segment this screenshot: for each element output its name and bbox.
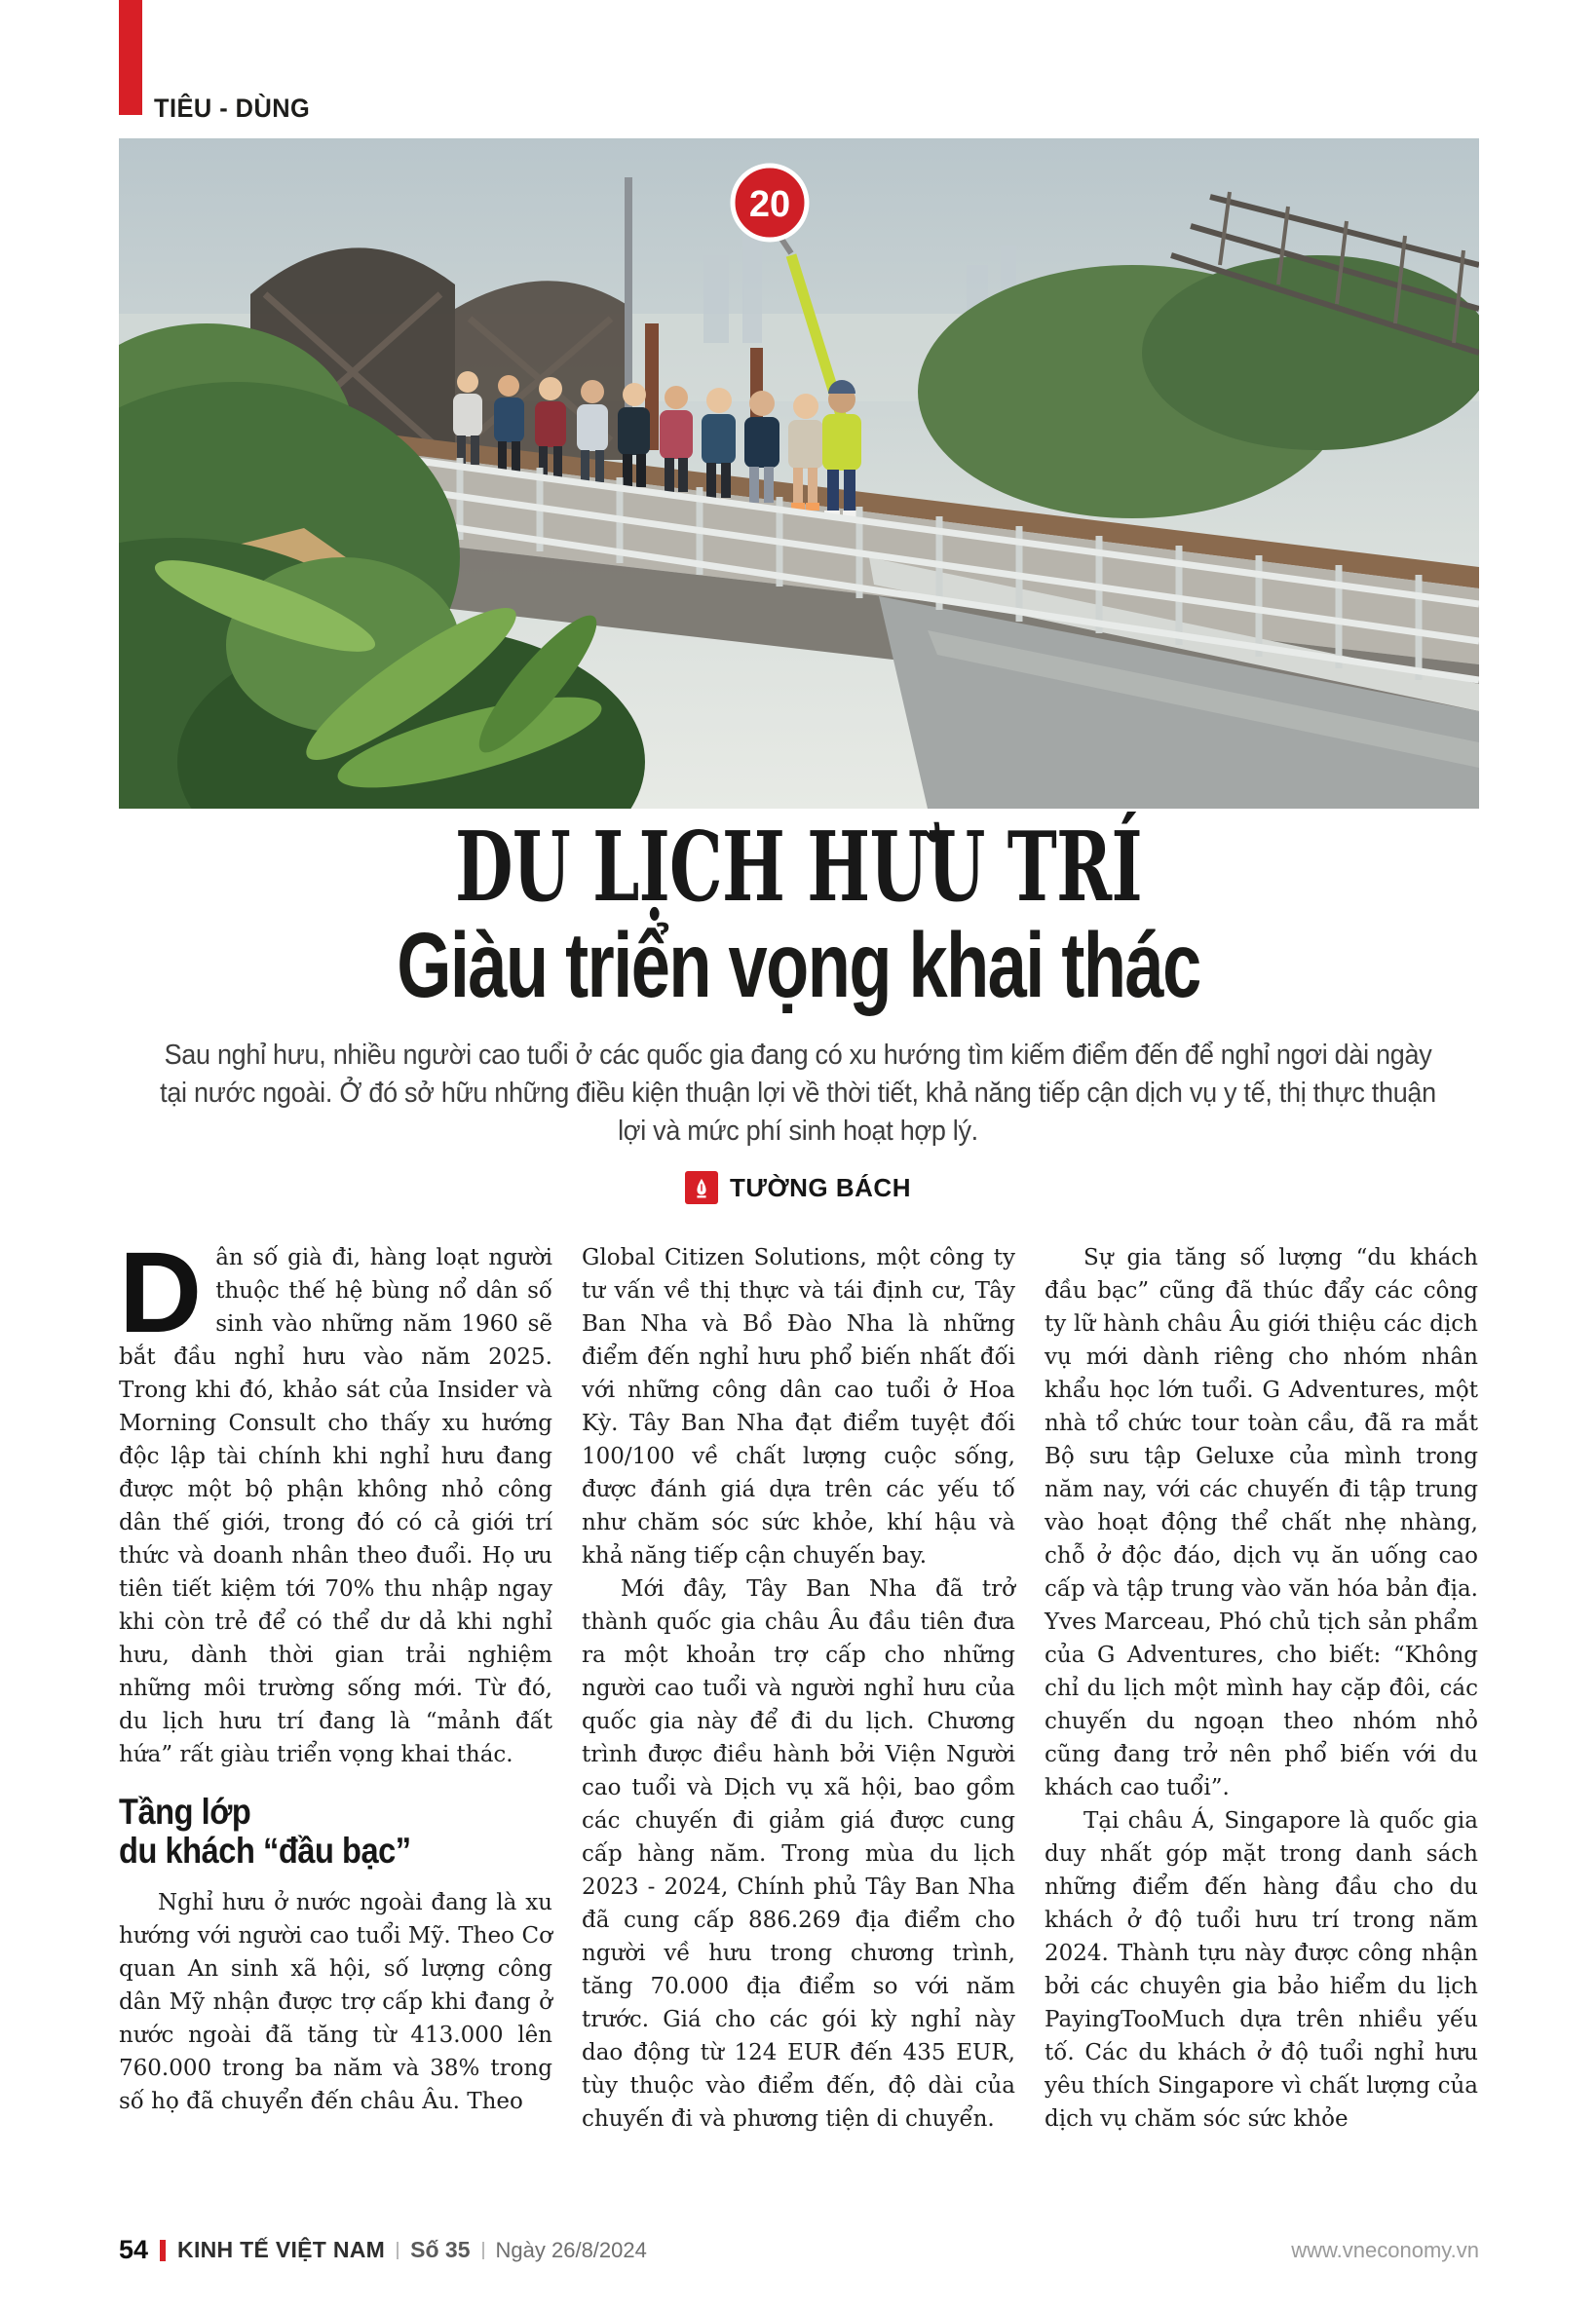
article-lede-text: Sau nghỉ hưu, nhiều người cao tuổi ở các quốc gia đang có xu hướng tìm kiếm điểm đến để nghỉ ngơi dài ngày tại nước ngoài. Ở đó sở hữu những điều kiện thuận lợi về thời tiết, khả năng tiếp cận dịch vụ y tế, thị thực thuận lợi và mức phí sinh hoạt hợp lý. <box>160 1040 1436 1147</box>
magazine-name: KINH TẾ VIỆT NAM <box>177 2237 386 2262</box>
article-subtitle <box>0 914 1596 1017</box>
paragraph-5: Sự gia tăng số lượng “du khách đầu bạc” cũng đã thúc đẩy các công ty lữ hành châu Âu giới thiệu các dịch vụ mới dành riêng cho nhóm nhân khẩu học lớn tuổi. G Adventures, một nhà tổ chức tour toàn cầu, đã ra mắt Bộ sưu tập Geluxe của mình trong năm nay, với các chuyến đi tập trung vào hoạt động thể chất nhẹ nhàng, chỗ ở độc đáo, dịch vụ ăn uống cao cấp và tập trung vào văn hóa bản địa. Yves Marceau, Phó chủ tịch sản phẩm của G Adventures, cho biết: “Không chỉ du lịch một mình hay cặp đôi, các chuyến du ngoạn theo nhóm nhỏ cũng đang trở nên phổ biến với du khách cao tuổi”. <box>1045 1245 1478 1800</box>
footer-separator-2 <box>482 2242 484 2259</box>
section-label: TIÊU - DÙNG <box>154 94 311 123</box>
bridge-photo-illustration <box>119 138 1479 809</box>
subhead-line-1: Tầng lớp <box>119 1792 251 1832</box>
byline-name: TƯỜNG BÁCH <box>730 1172 911 1202</box>
column-2 <box>582 1241 1015 2136</box>
byline <box>0 1171 1596 1204</box>
page-number: 54 <box>119 2235 149 2264</box>
paragraph-4: Mới đây, Tây Ban Nha đã trở thành quốc gia châu Âu đầu tiên đưa ra một khoản trợ cấp cho những người cao tuổi và người nghỉ hưu của quốc gia này để đi du lịch. Chương trình được điều hành bởi Viện Người cao tuổi và Dịch vụ xã hội, bao gồm các chuyến đi giảm giá được cung cấp hàng năm. Trong mùa du lịch 2023 - 2024, Chính phủ Tây Ban Nha đã cung cấp 886.269 địa điểm cho người về hưu trong chương trình, tăng 70.000 địa điểm so với năm trước. Giá cho các gói kỳ nghỉ này dao động từ 124 EUR đến 435 EUR, tùy thuộc vào điểm đến, độ dài của chuyến đi và phương tiện di chuyển. <box>582 1576 1015 2132</box>
pen-nib-icon <box>685 1171 718 1204</box>
article-photo <box>119 138 1479 809</box>
issue-date: Ngày 26/8/2024 <box>495 2237 647 2262</box>
subhead-line-2: du khách “đầu bạc” <box>119 1831 411 1871</box>
paragraph-1 <box>119 1229 552 1771</box>
article-subtitle-text: Giàu triển vọng khai thác <box>396 914 1200 1017</box>
column-1 <box>119 1229 552 2136</box>
article-title-text: DU LỊCH HƯU TRÍ <box>454 812 1142 924</box>
drop-cap: D <box>119 1229 203 1357</box>
footer-right <box>1291 2238 1479 2263</box>
right-trees-2 <box>1142 255 1479 450</box>
paragraph-3: Global Citizen Solutions, một công ty tư vấn về thị thực và tái định cư, Tây Ban Nha và Bồ Đào Nha là những điểm đến nghỉ hưu phổ biến nhất đối với những công dân cao tuổi ở Hoa Kỳ. Tây Ban Nha đạt điểm tuyệt đối 100/100 về chất lượng cuộc sống, được đánh giá dựa trên các yếu tố như chăm sóc sức khỏe, khí hậu và khả năng tiếp cận chuyến bay. <box>582 1245 1015 1569</box>
column-3 <box>1045 1241 1478 2136</box>
section-subhead <box>119 1793 552 1871</box>
article-lede <box>0 1037 1596 1151</box>
paragraph-2: Nghỉ hưu ở nước ngoài đang là xu hướng với người cao tuổi Mỹ. Theo Cơ quan An sinh xã hội, số lượng công dân Mỹ nhận được trợ cấp khi đang ở nước ngoài đã tăng từ 413.000 lên 760.000 trong ba năm và 38% trong số họ đã chuyển đến châu Âu. Theo <box>119 1890 552 2114</box>
footer-separator <box>397 2242 399 2259</box>
footer-left <box>119 2235 647 2265</box>
issue-number: Số 35 <box>410 2237 471 2262</box>
paragraph-6: Tại châu Á, Singapore là quốc gia duy nhất góp mặt trong danh sách những điểm đến hàng đầu cho du khách ở độ tuổi hưu trí trong năm 2024. Thành tựu này được công nhận bởi các chuyên gia bảo hiểm du lịch PayingTooMuch dựa trên nhiều yếu tố. Các du khách ở độ tuổi nghỉ hưu yêu thích Singapore vì chất lượng của dịch vụ chăm sóc sức khỏe <box>1045 1808 1478 2132</box>
article-body <box>119 1229 1479 2136</box>
article-title <box>0 812 1596 924</box>
footer-red-separator <box>160 2240 166 2261</box>
section-accent-bar <box>119 0 142 115</box>
tour-sign-number: 20 <box>748 184 791 225</box>
website-url: www.vneconomy.vn <box>1291 2237 1479 2262</box>
page-footer <box>119 2235 1479 2265</box>
paragraph-1-text: ân số già đi, hàng loạt người thuộc thế hệ bùng nổ dân số sinh vào những năm 1960 sẽ bắt đầu nghỉ hưu vào năm 2025. Trong khi đó, khảo sát của Insider và Morning Consult cho thấy xu hướng độc lập tài chính khi nghỉ hưu đang được một bộ phận không nhỏ công dân thế giới, trong đó có cả giới trí thức và doanh nhân theo đuổi. Họ ưu tiên tiết kiệm tới 70% thu nhập ngay khi còn trẻ để có thể dư dả khi nghỉ hưu, dành thời gian trải nghiệm những môi trường sống mới. Từ đó, du lịch hưu trí đang là “mảnh đất hứa” rất giàu triển vọng khai thác. <box>119 1245 552 1767</box>
